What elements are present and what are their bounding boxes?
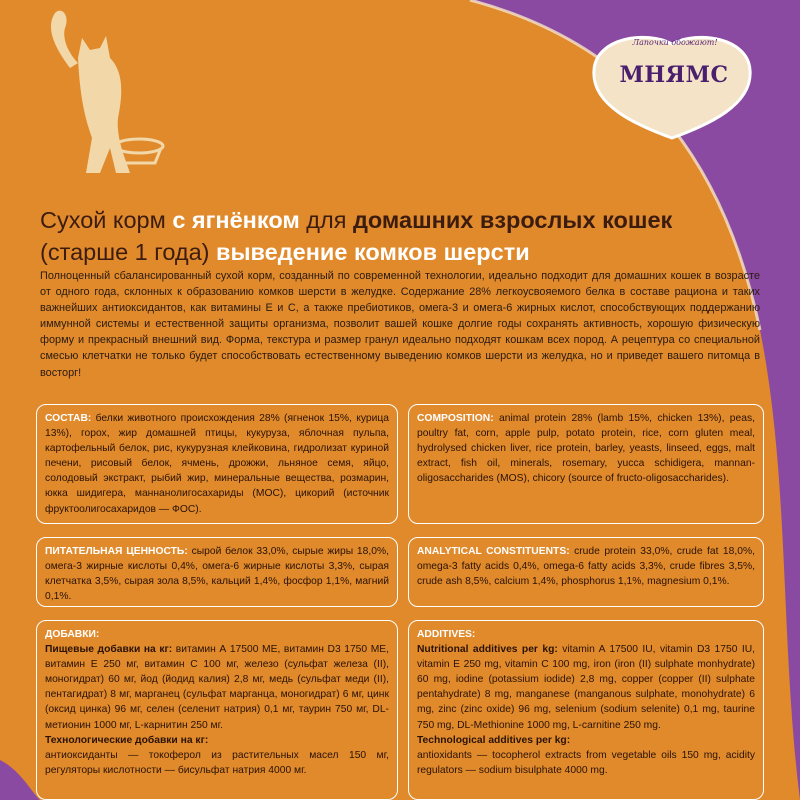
product-description: Полноценный сбалансированный сухой корм, созданный по современной технологии, идеально подходит для домашних кошек в возрасте от одного года, склонных к образованию комков шерсти в желудке. Содержание 28% легкоусвояемого белка в составе рациона и таких важнейших антиоксидантов, как витамины Е и С, а также пребиотиков, омега-3 и омега-6 жирных кислот, способствующих поддержанию иммунной системы и естественной защиты организма, позволит вашей кошке долгие годы сохранять активность, хорошую физическую форму и прекрасный внешний вид. Форма, текстура и размер гранул идеально подходят кошкам всех пород. А рецептура со специальной смесью клетчатки не только будет способствовать естественному выведению комков шерсти из желудка, но и приведет вашего питомца в восторг! <box>40 270 760 379</box>
additives-ru-sub1: Пищевые добавки на кг: <box>45 644 173 656</box>
nutrition-ru-text: сырой белок 33,0%, сырые жиры 18,0%, омега-3 жирные кислоты 0,4%, омега-6 жирные кислоты 3,3%, сырая клетчатка 3,5%, сырая зола 8,5%, кальций 1,4%, фосфор 1,1%, магний 0,1%. <box>45 546 389 603</box>
additives-ru-sub2: Технологические добавки на кг: <box>45 734 209 746</box>
composition-en-box <box>408 404 764 524</box>
product-title: Сухой корм с ягнёнком для домашних взрослых кошек (старше 1 года) выведение комков шерсти <box>40 207 673 265</box>
logo-name: МНЯМС <box>619 62 729 88</box>
composition-en-text: animal protein 28% (lamb 15%, chicken 13%), peas, poultry fat, corn, apple pulp, potato protein, rice, corn gluten meal, hydrolysed chicken liver, rice protein, barley, yeasts, linseed, eggs, malt extract, fish oil, minerals, rosemary, yucca schidigera, mannan-oligosaccharides (MOS), chicory (source of fructo-oligosaccharides). <box>417 413 755 485</box>
nutrition-en-text: crude protein 33,0%, crude fat 18,0%, omega-3 fatty acids 0,4%, omega-6 fatty acids 3,3%, crude fibres 3,5%, crude ash 8,5%, calcium 1,4%, phosphorus 1,1%, magnesium 0,1%. <box>417 546 755 588</box>
composition-en-heading: COMPOSITION: <box>417 413 494 424</box>
additives-en-text1: vitamin A 17500 IU, vitamin D3 1750 IU, vitamin E 250 mg, vitamin C 100 mg, iron (iron (II) sulphate monhydrate) 60 mg, iodine (potassium iodide) 2,8 mg, copper (copper (II) sulphate pentahydrate) 8 mg, manganese (manganous sulphate, monohydrate) 6 mg, zinc (zinc oxide) 96 mg, selenium (sodium selenite) 0,1 mg, taurine 750 mg, DL-Methionine 1000 mg, L-carnitine 250 mg. <box>417 644 755 731</box>
additives-ru-heading: ДОБАВКИ: <box>45 629 100 640</box>
nutrition-en-box <box>408 537 764 607</box>
nutrition-ru-box <box>36 537 398 607</box>
composition-ru-text: белки животного происхождения 28% (ягненок 15%, курица 13%), горох, жир домашней птицы, кукуруза, яблочная пульпа, картофельный белок, рис, кукурузная клейковина, гидролизат куриной печени, рисовый белок, ячмень, дрожжи, льняное семя, яйцо, солодовый экстракт, рыбий жир, минеральные вещества, розмарин, юкка шидигера, маннанолигосахариды (МОС), цикорий (источник фруктоолигосахаридов — ФОС). <box>45 413 389 515</box>
additives-en-text2: antioxidants — tocopherol extracts from vegetable oils 150 mg, acidity regulators — sodium bisulphate 4000 mg. <box>417 749 755 776</box>
nutrition-en-heading: ANALYTICAL CONSTITUENTS: <box>417 546 570 557</box>
additives-ru-text2: антиоксиданты — токоферол из растительных масел 150 мг, регуляторы кислотности — бисульфат натрия 4000 мг. <box>45 749 389 776</box>
food-bowl-icon <box>112 136 166 166</box>
logo-tagline: Лапочки обожают! <box>632 38 718 47</box>
additives-en-box <box>408 620 764 800</box>
additives-ru-box <box>36 620 398 800</box>
additives-en-sub1: Nutritional additives per kg: <box>417 644 558 656</box>
additives-en-sub2: Technological additives per kg: <box>417 734 571 746</box>
additives-ru-text1: витамин А 17500 МЕ, витамин D3 1750 МЕ, витамин Е 250 мг, витамин С 100 мг, железо (сульфат железа (II), моногидрат) 60 мг, йод (йодид калия) 2,8 мг, медь (сульфат меди (II), пентагидрат) 8 мг, марганец (сульфат марганца, моногидрат) 6 мг, цинк (оксид цинка) 96 мг, селен (селенит натрия) 0,1 мг, таурин 750 мг, DL-метионин 1000 мг, L-карнитин 250 мг. <box>45 644 389 731</box>
additives-en-heading: ADDITIVES: <box>417 629 476 640</box>
composition-ru-box <box>36 404 398 524</box>
nutrition-ru-heading: ПИТАТЕЛЬНАЯ ЦЕННОСТЬ: <box>45 546 188 557</box>
composition-ru-heading: СОСТАВ: <box>45 413 92 424</box>
